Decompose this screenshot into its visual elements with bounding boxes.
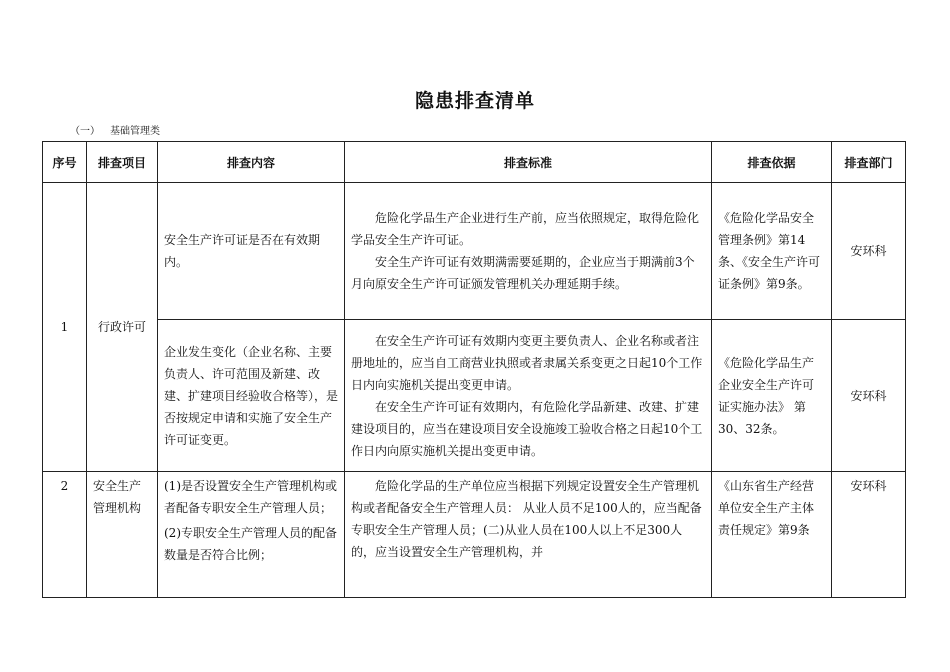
header-item: 排查项目 — [87, 142, 158, 183]
header-standard: 排查标准 — [345, 142, 712, 183]
check-content: (1)是否设置安全生产管理机构或者配备专职安全生产管理人员； — [164, 479, 337, 515]
header-no: 序号 — [43, 142, 87, 183]
basis-cell — [712, 320, 832, 472]
check-basis: 《危险化学品安全管理条例》第14条、《安全生产许可证条例》第9条。 — [718, 211, 821, 291]
standard-paragraph: 在安全生产许可证有效期内变更主要负责人、企业名称或者注册地址的，应当自工商营业执照或者隶属关系变更之日起10个工作日内向实施机关提出变更申请。 — [351, 333, 703, 392]
row-1-item-cell — [87, 183, 158, 472]
section-number: （一） — [70, 126, 100, 137]
header-content: 排查内容 — [158, 142, 345, 183]
standard-cell — [345, 472, 712, 598]
hazard-checklist-table — [42, 141, 906, 598]
standard-cell — [345, 320, 712, 472]
table-row — [43, 472, 906, 598]
standard-paragraph: 在安全生产许可证有效期内，有危险化学品新建、改建、扩建建设项目的，应当在建设项目安全设施竣工验收合格之日起10个工作日内向原实施机关提出变更申请。 — [351, 399, 703, 458]
check-content: 企业发生变化（企业名称、主要负责人、许可范围及新建、改建、扩建项目经验收合格等），是否按规定申请和实施了安全生产许可证变更。 — [164, 344, 339, 447]
check-basis: 《危险化学品生产企业安全生产许可证实施办法》 第30、32条。 — [718, 355, 815, 436]
dept-cell — [832, 472, 906, 598]
row-2-item-cell — [87, 472, 158, 598]
row-number: 1 — [60, 320, 69, 334]
row-number: 2 — [60, 479, 69, 493]
standard-paragraph: 危险化学品生产企业进行生产前，应当依照规定，取得危险化学品安全生产许可证。 — [351, 211, 700, 247]
check-item: 行政许可 — [97, 320, 146, 334]
content-cell — [158, 472, 345, 598]
check-content: (2)专职安全生产管理人员的配备数量是否符合比例； — [164, 526, 337, 562]
standard-cell — [345, 183, 712, 320]
check-dept: 安环科 — [850, 479, 887, 493]
header-basis: 排查依据 — [712, 142, 832, 183]
basis-cell — [712, 472, 832, 598]
section-name: 基础管理类 — [110, 126, 160, 137]
row-1-no-cell — [43, 183, 87, 472]
check-content: 安全生产许可证是否在有效期内。 — [164, 233, 321, 269]
content-cell — [158, 183, 345, 320]
section-heading — [70, 122, 160, 137]
basis-cell — [712, 183, 832, 320]
row-2-no-cell — [43, 472, 87, 598]
header-dept: 排查部门 — [832, 142, 906, 183]
check-dept: 安环科 — [850, 244, 887, 258]
page-title: 隐患排查清单 — [414, 90, 535, 112]
table-row — [43, 183, 906, 320]
table-row — [43, 320, 906, 472]
standard-paragraph: 危险化学品的生产单位应当根据下列规定设置安全生产管理机构或者配备安全生产管理人员： 从业人员不足100人的，应当配备专职安全生产管理人员；(二)从业人员在100人以上不足300人的，应当设置安全生产管理机构，并 — [351, 479, 702, 559]
check-item: 安全生产管理机构 — [93, 479, 142, 515]
dept-cell — [832, 320, 906, 472]
check-basis: 《山东省生产经营单位安全生产主体责任规定》第9条 — [718, 479, 815, 537]
table-header-row — [43, 142, 906, 183]
standard-paragraph: 安全生产许可证有效期满需要延期的，企业应当于期满前3个月向原安全生产许可证颁发管理机关办理延期手续。 — [351, 255, 695, 291]
dept-cell — [832, 183, 906, 320]
check-dept: 安环科 — [850, 388, 887, 403]
content-cell — [158, 320, 345, 472]
